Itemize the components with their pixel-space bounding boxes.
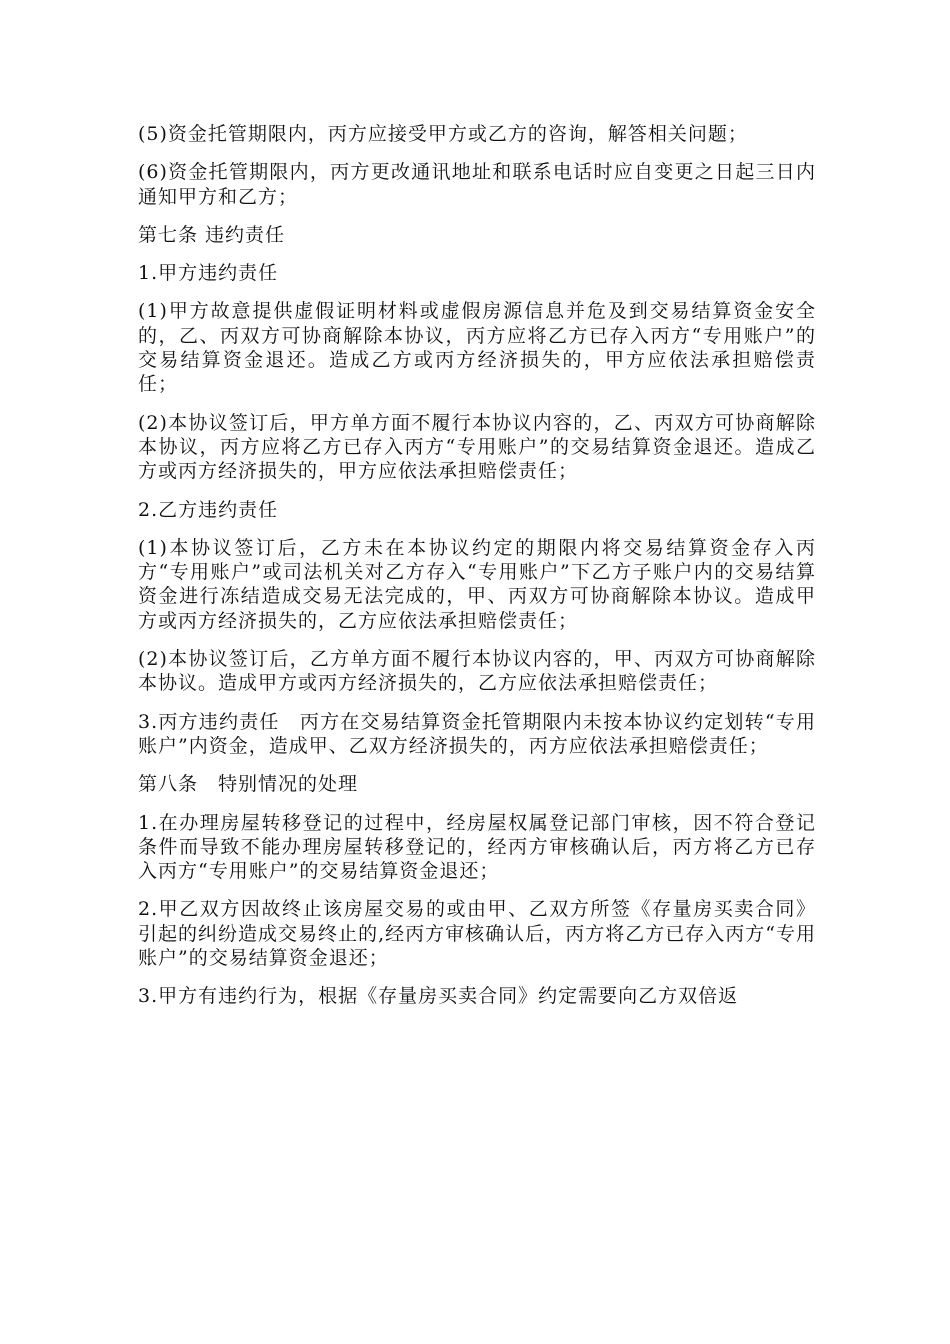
party-a-liability-2: (2)本协议签订后，甲方单方面不履行本协议内容的，乙、丙双方可协商解除本协议，丙方应将乙方已存入丙方“专用账户”的交易结算资金退还。造成乙方或丙方经济损失的，甲方应依法承担赔偿责任；	[138, 411, 816, 483]
special-case-3: 3.甲方有违约行为，根据《存量房买卖合同》约定需要向乙方双倍返	[138, 985, 739, 1008]
special-case-1: 1.在办理房屋转移登记的过程中，经房屋权属登记部门审核，因不符合登记条件而导致不能办理房屋转移登记的，经丙方审核确认后，丙方将乙方已存入丙方“专用账户”的交易结算资金退还；	[138, 811, 816, 883]
party-b-liability-1: (1)本协议签订后，乙方未在本协议约定的期限内将交易结算资金存入丙方“专用账户”或司法机关对乙方存入“专用账户”下乙方子账户内的交易结算资金进行冻结造成交易无法完成的，甲、丙双方可协商解除本协议。造成甲方或丙方经济损失的，乙方应依法承担赔偿责任；	[138, 536, 816, 632]
party-a-liability-heading: 1.甲方违约责任	[138, 262, 279, 285]
document-body	[138, 122, 816, 1023]
article-8-heading: 第八条 特别情况的处理	[138, 773, 359, 796]
clause-6-contact-change: (6)资金托管期限内，丙方更改通讯地址和联系电话时应自变更之日起三日内通知甲方和乙方；	[138, 161, 816, 208]
party-b-liability-heading: 2.乙方违约责任	[138, 498, 279, 521]
special-case-2: 2.甲乙双方因故终止该房屋交易的或由甲、乙双方所签《存量房买卖合同》引起的纠纷造成交易终止的,经丙方审核确认后，丙方将乙方已存入丙方“专用账户”的交易结算资金退还；	[138, 898, 816, 970]
clause-5-consultation: (5)资金托管期限内，丙方应接受甲方或乙方的咨询，解答相关问题；	[138, 123, 748, 145]
party-a-liability-1: (1)甲方故意提供虚假证明材料或虚假房源信息并危及到交易结算资金安全的，乙、丙双方可协商解除本协议，丙方应将乙方已存入丙方“专用账户”的交易结算资金退还。造成乙方或丙方经济损失的，甲方应依法承担赔偿责任；	[138, 300, 816, 396]
party-c-liability: 3.丙方违约责任 丙方在交易结算资金托管期限内未按本协议约定划转“专用账户”内资金，造成甲、乙双方经济损失的，丙方应依法承担赔偿责任；	[138, 710, 816, 757]
party-b-liability-2: (2)本协议签订后，乙方单方面不履行本协议内容的，甲、丙双方可协商解除本协议。造成甲方或丙方经济损失的，乙方应依法承担赔偿责任；	[138, 648, 816, 695]
article-7-heading: 第七条 违约责任	[138, 223, 286, 246]
